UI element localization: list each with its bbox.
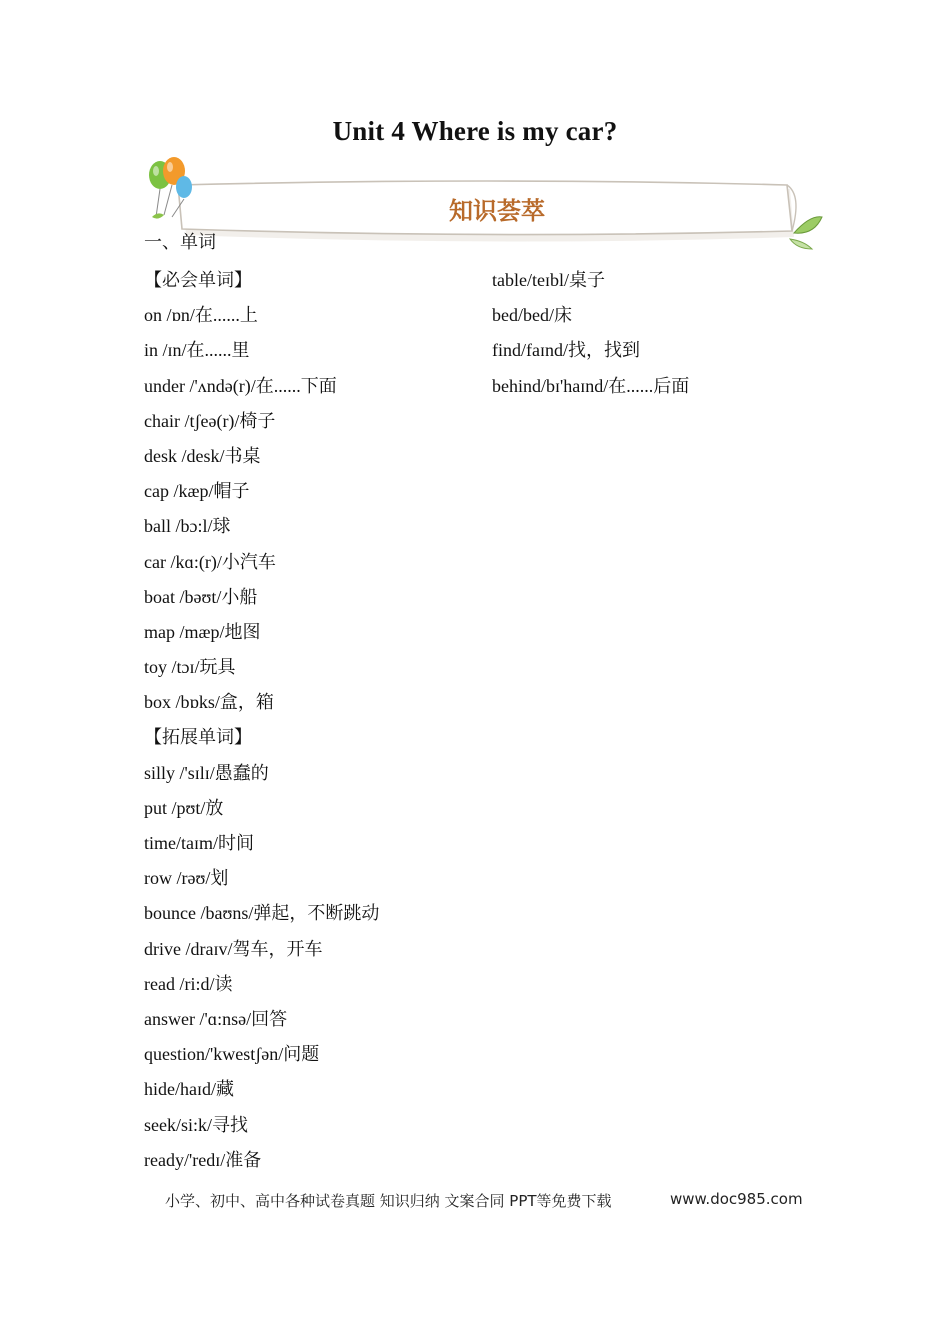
list-item: bounce /baʊns/弹起，不断跳动 xyxy=(144,903,380,924)
list-item: desk /desk/书桌 xyxy=(144,445,261,466)
list-item: behind/bɪ'haɪnd/在......后面 xyxy=(492,375,690,396)
list-item: table/teɪbl/桌子 xyxy=(492,270,605,290)
list-item: question/'kwestʃən/问题 xyxy=(144,1044,320,1065)
list-item: cap /kæp/帽子 xyxy=(144,481,250,502)
list-item: row /rəʊ/划 xyxy=(144,868,229,889)
list-item: seek/si:k/寻找 xyxy=(144,1114,248,1135)
list-item: find/faɪnd/找，找到 xyxy=(492,340,640,361)
list-item: bed/bed/床 xyxy=(492,305,572,326)
list-item: ready/'redɪ/准备 xyxy=(144,1149,262,1170)
list-item: toy /tɔɪ/玩具 xyxy=(144,657,236,678)
list-item: hide/haɪd/藏 xyxy=(144,1079,234,1100)
list-item: on /ɒn/在......上 xyxy=(144,305,258,326)
banner-label: 知识荟萃 xyxy=(449,197,545,225)
list-item: read /ri:d/读 xyxy=(144,973,233,994)
list-item: car /kɑ:(r)/小汽车 xyxy=(144,551,276,572)
list-item: under /'ʌndə(r)/在......下面 xyxy=(144,375,337,396)
list-item: put /pʊt/放 xyxy=(144,797,224,818)
list-item: drive /draɪv/驾车，开车 xyxy=(144,938,323,959)
page-footer xyxy=(165,1190,803,1211)
list-item: silly /'sɪlɪ/愚蠢的 xyxy=(144,762,269,783)
banner-graphic xyxy=(142,155,832,250)
section-heading: 一、单词 xyxy=(144,232,216,252)
word-list-right xyxy=(492,263,689,404)
list-item: box /bɒks/盒，箱 xyxy=(144,692,274,713)
list-item: answer /'ɑ:nsə/回答 xyxy=(144,1008,288,1029)
list-item: 【必会单词】 xyxy=(144,270,252,290)
list-item: chair /tʃeə(r)/椅子 xyxy=(144,410,276,431)
list-item: boat /bəʊt/小船 xyxy=(144,586,258,607)
list-item: map /mæp/地图 xyxy=(144,621,261,642)
section-banner xyxy=(142,155,832,250)
footer-url[interactable]: www.doc985.com xyxy=(670,1190,803,1208)
list-item: in /ɪn/在......里 xyxy=(144,340,250,361)
page-title: Unit 4 Where is my car? xyxy=(332,116,618,146)
word-list-left xyxy=(144,263,379,1178)
list-item: time/taɪm/时间 xyxy=(144,833,254,853)
list-item: 【拓展单词】 xyxy=(144,727,252,748)
footer-slogan: 小学、初中、高中各种试卷真题 知识归纳 文案合同 PPT等免费下载 xyxy=(165,1192,612,1210)
list-item: ball /bɔ:l/球 xyxy=(144,516,231,537)
